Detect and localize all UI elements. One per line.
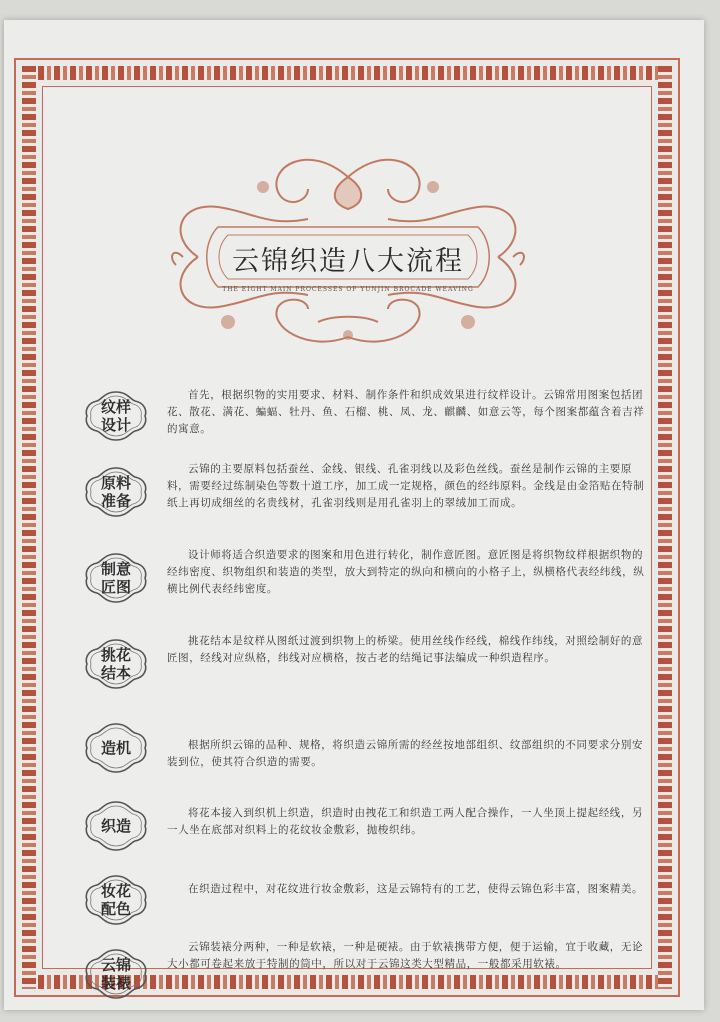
step-description: 云锦的主要原料包括蚕丝、金线、银线、孔雀羽线以及彩色丝线。蚕丝是制作云锦的主要原料，需要经过练制染色等数十道工序，加工成一定规格，颜色的经纬原料。金线是由金箔贴在特制纸上再切成细丝的名贵线材，孔雀羽线则是用孔雀羽上的翠绒加工而成。 — [167, 463, 645, 509]
certificate-sheet — [4, 20, 704, 1010]
step-badge — [83, 389, 149, 443]
step-label: 妆花 配色 — [100, 882, 131, 918]
step-badge — [83, 637, 149, 691]
step-description: 设计师将适合织造要求的图案和用色进行转化，制作意匠图。意匠图是将织物纹样根据织物的经纬密度、织物组织和装造的类型，放大到特定的纵向和横向的小格子上，纵横格代表经纬线，纵横比例代表经纬密度。 — [167, 549, 645, 595]
step-label: 原料 准备 — [100, 474, 131, 510]
step-badge — [83, 799, 149, 853]
frame-border-right — [658, 66, 672, 989]
step-description: 根据所织云锦的品种、规格，将织造云锦所需的经丝按地部组织、纹部组织的不同要求分别安装到位，使其符合织造的需要。 — [167, 739, 644, 768]
step-description: 云锦装裱分两种，一种是软裱，一种是硬裱。由于软裱携带方便，便于运输，宜于收藏，无论大小都可卷起来放于特制的筒中，所以对于云锦这类大型精品，一般都采用软裱。 — [167, 941, 644, 970]
frame-border-top — [22, 66, 672, 80]
step-label: 挑花 结本 — [100, 646, 131, 682]
step-label: 制意 匠图 — [100, 560, 131, 596]
step-badge — [83, 721, 149, 775]
page-title: 云锦织造八大流程 — [232, 246, 464, 277]
step-label: 织造 — [100, 817, 131, 835]
frame-border-left — [22, 66, 36, 989]
step-badge — [83, 551, 149, 605]
step-label: 造机 — [100, 739, 131, 757]
step-description: 挑花结本是纹样从图纸过渡到织物上的桥梁。使用丝线作经线，棉线作纬线，对照绘制好的意匠图，经线对应纵格，纬线对应横格，按古老的结绳记事法编成一种织造程序。 — [167, 635, 644, 664]
step-description: 将花本接入到织机上织造，织造时由拽花工和织造工两人配合操作，一人坐顶上提起经线，另一人坐在底部对织料上的花纹妆金敷彩，抛梭织纬。 — [167, 807, 644, 836]
page-subtitle: THE EIGHT MAIN PROCESSES OF YUNJIN BROCADE WEAVING — [222, 286, 474, 293]
step-description: 首先，根据织物的实用要求、材料、制作条件和织成效果进行纹样设计。云锦常用图案包括团花、散花、满花、蝙蝠、牡丹、鱼、石榴、桃、凤、龙、麒麟、如意云等，每个图案都蕴含着吉祥的寓意。 — [167, 389, 645, 435]
step-description: 在织造过程中，对花纹进行妆金敷彩，这是云锦特有的工艺，使得云锦色彩丰富，图案精美。 — [188, 883, 644, 895]
step-badge — [83, 873, 149, 927]
step-badge — [83, 465, 149, 519]
step-badge — [83, 947, 149, 1001]
title-cartouche — [158, 147, 538, 347]
decorative-frame — [14, 58, 680, 997]
step-label: 纹样 设计 — [100, 398, 131, 434]
content-panel — [42, 86, 652, 992]
step-label: 云锦 装裱 — [100, 956, 131, 992]
